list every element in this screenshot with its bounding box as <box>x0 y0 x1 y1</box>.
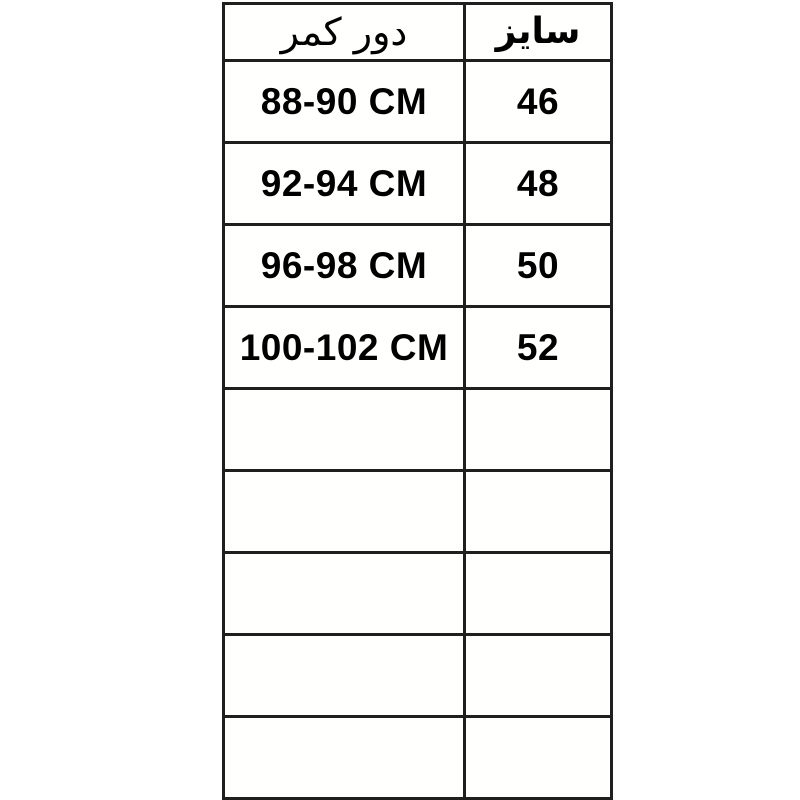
waist-column-header: دور کمر <box>224 4 465 61</box>
table-row <box>224 225 612 307</box>
waist-cell: 100-102 CM <box>224 307 465 389</box>
waist-cell: 88-90 CM <box>224 61 465 143</box>
size-cell: 46 <box>465 61 612 143</box>
table-row <box>224 143 612 225</box>
waist-cell <box>224 635 465 717</box>
waist-cell <box>224 717 465 799</box>
waist-cell: 92-94 CM <box>224 143 465 225</box>
size-cell: 48 <box>465 143 612 225</box>
size-cell <box>465 635 612 717</box>
size-cell <box>465 389 612 471</box>
waist-cell <box>224 553 465 635</box>
table-row <box>224 471 612 553</box>
size-cell <box>465 471 612 553</box>
size-cell <box>465 553 612 635</box>
table-row <box>224 307 612 389</box>
table-row <box>224 61 612 143</box>
header-row <box>224 4 612 61</box>
waist-cell <box>224 471 465 553</box>
table-row <box>224 717 612 799</box>
table-row <box>224 389 612 471</box>
waist-cell: 96-98 CM <box>224 225 465 307</box>
table-row <box>224 635 612 717</box>
table-row <box>224 553 612 635</box>
size-cell <box>465 717 612 799</box>
size-cell: 50 <box>465 225 612 307</box>
table-body <box>224 61 612 799</box>
waist-cell <box>224 389 465 471</box>
size-column-header: سایز <box>465 4 612 61</box>
size-chart-table <box>222 2 613 800</box>
size-cell: 52 <box>465 307 612 389</box>
